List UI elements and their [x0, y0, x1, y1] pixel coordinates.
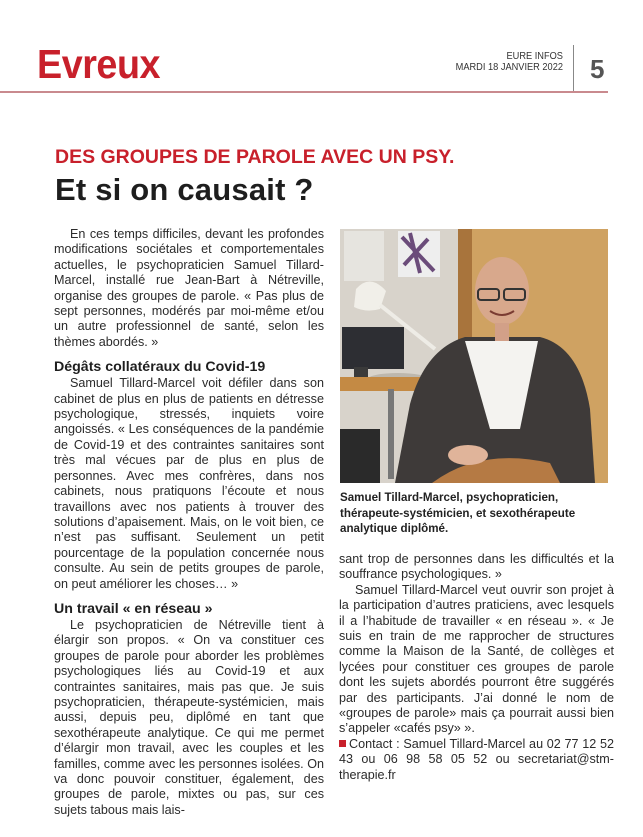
contact-line [339, 737, 614, 783]
section-title: Evreux [37, 41, 161, 87]
subhead-covid: Dégâts collatéraux du Covid-19 [54, 359, 266, 376]
article-intro: En ces temps difficiles, devant les profondes modifications sociétales et comportementales actuelles, le psychopraticien Samuel Tillard-Marcel, installé rue Jean-Bart à Nétreville, organise des groupes de parole. « Pas plus de sept personnes, modérés par moi-même et/ou un autre professionnel de santé, selon les thèmes abordés. » [54, 227, 324, 349]
publication-date: MARDI 18 JANVIER 2022 [455, 61, 563, 73]
article-paragraph: Samuel Tillard-Marcel voit défiler dans son cabinet de plus en plus de patients en détresse psychologique, stressés, inquiets voire angoissés. « Les conséquences de la pandémie de Covid-19 et des contraintes sanitaires sont très mal vécues par de plus en plus de personnes. Avec mes confrères, dans nos cabinets, nous pratiquons l’écoute et nous travaillons avec nos patients à trouver des solutions d’apaisement. Mais, on le voit bien, ce n’est pas suffisant. Seulement un petit pourcentage de la population concernée nous consulte. Au sein de petits groupes de parole, on peut améliorer les choses… » [54, 376, 324, 591]
bullet-icon [339, 740, 346, 747]
article-kicker: DES GROUPES DE PAROLE AVEC UN PSY. [55, 146, 455, 168]
photo-caption: Samuel Tillard-Marcel, psychopraticien, thérapeute-systémicien, et sexothérapeute analytique diplômé. [340, 491, 576, 535]
article-paragraph: Le psychopraticien de Nétreville tient à élargir son propos. « On va constituer ces groupes de parole pour aborder les problèmes psychologiques liés au Covid-19 et aux contraintes sanitaires, mais pas que. Je suis psychopraticien, thérapeute-systémicien, mais aussi, depuis peu, diplômé en tant que sexothérapeute analytique. Ce qui me permet d’élargir mon travail, avec les couples et les familles, comme avec les personnes isolées. On va donc pouvoir constituer, également, des groupes de parole, mixtes ou pas, sur ces sujets tabous mais lais- [54, 617, 324, 817]
article-headline: Et si on causait ? [55, 172, 314, 207]
article-paragraph-continued: sant trop de personnes dans les difficultés et la souffrance psychologiques. » [339, 552, 614, 582]
article-column-1 [54, 227, 324, 818]
header-rule [0, 91, 608, 93]
subhead-reseau: Un travail « en réseau » [54, 600, 213, 617]
article-column-2 [339, 552, 614, 783]
header-divider [573, 45, 574, 91]
portrait-illustration [340, 229, 608, 483]
article-paragraph: Samuel Tillard-Marcel veut ouvrir son projet à la participation d’autres praticiens, avec lesquels il a l’habitude de travailler « en réseau ». « Je suis en train de me rapprocher de structures comme la Maison de la Santé, de collèges et lycées pour constituer ces groupes de parole dont les sujets abordés pourront être suggérés par des participants. J’ai donné le nom de «groupes de parole» mais ça pourrait aussi bien s’appeler «cafés psy» ». [339, 582, 614, 736]
portrait-photo [340, 229, 608, 483]
publication-name: EURE INFOS [506, 50, 563, 62]
page-number: 5 [590, 54, 605, 84]
publication-info [456, 51, 563, 73]
contact-text: Contact : Samuel Tillard-Marcel au 02 77 12 52 43 ou 06 98 58 05 52 ou secretariat@stm-therapie.fr [339, 736, 614, 782]
page-header [0, 0, 643, 95]
